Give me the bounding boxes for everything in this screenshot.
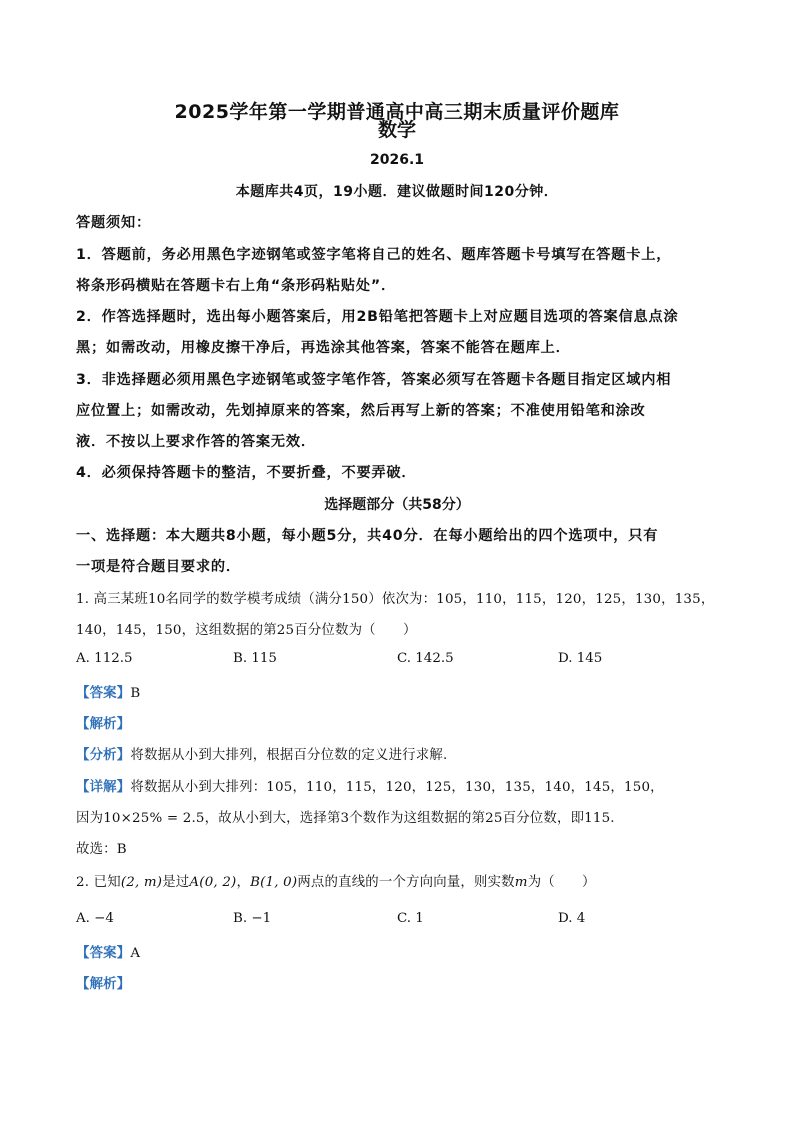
- q1-stem: 1. 高三某班10名同学的数学模考成绩（满分150）依次为：105，110，115，120，125，130，135，: [76, 592, 715, 607]
- q2-option-b: B. −1: [233, 911, 272, 926]
- note-line: 将条形码横贴在答题卡右上角“条形码粘贴处”．: [76, 278, 397, 294]
- q2-comma: ，: [236, 875, 251, 890]
- note-line: 4．必须保持答题卡的整洁，不要折叠，不要弄破．: [76, 465, 417, 481]
- exam-intro: 本题库共4页，19小题．建议做题时间120分钟．: [235, 184, 559, 200]
- q1-option-c: C. 142.5: [397, 651, 454, 666]
- q1-calc: [76, 807, 615, 826]
- subject-title: 数学: [377, 119, 416, 141]
- part-one-line: 一、选择题：本大题共8小题，每小题5分，共40分．在每小题给出的四个选项中，只有: [76, 528, 659, 544]
- q2-stem: [76, 871, 596, 890]
- note-line: 黑；如需改动，用橡皮擦干净后，再选涂其他答案，答案不能答在题库上．: [76, 340, 571, 356]
- q1-conclusion: 故选：B: [76, 842, 127, 857]
- q1-option-b: B. 115: [233, 651, 277, 666]
- q2-num: 2. 已知: [76, 875, 121, 890]
- q2-option-a: A. −4: [76, 911, 114, 926]
- xiangjie-tag: 【详解】: [76, 780, 131, 795]
- notice-heading: 答题须知：: [76, 215, 151, 231]
- answer-tag: 【答案】: [76, 946, 131, 961]
- page-title: 2025学年第一学期普通高中高三期末质量评价题库: [174, 101, 620, 123]
- fenxi-text: 将数据从小到大排列，根据百分位数的定义进行求解.: [130, 748, 448, 763]
- q1-answer: [76, 682, 140, 701]
- q2-option-d: D. 4: [558, 911, 586, 926]
- analysis-tag: 【解析】: [76, 977, 131, 992]
- xiangjie-text: 将数据从小到大排列：105，110，115，120，125，130，135，140，145，150，: [130, 780, 664, 795]
- calc-expression: 10×25% = 2.5: [103, 811, 205, 826]
- part-one-line: 一项是符合题目要求的．: [76, 559, 241, 575]
- exam-date: 2026.1: [369, 152, 425, 168]
- q2-variable: m: [514, 875, 528, 890]
- q2-point-a: A(0, 2): [189, 875, 237, 890]
- q1-stem: 140，145，150，这组数据的第25百分位数为（ ）: [76, 623, 417, 638]
- answer-value: B: [130, 686, 141, 701]
- analysis-tag: 【解析】: [76, 717, 131, 732]
- q2-mid2: 两点的直线的一个方向向量，则实数: [297, 875, 515, 890]
- q2-mid1: 是过: [162, 875, 190, 890]
- note-line: 1．答题前，务必用黑色字迹钢笔或签字笔将自己的姓名、题库答题卡号填写在答题卡上，: [76, 247, 672, 263]
- calc-prefix: 因为: [76, 811, 104, 826]
- q2-answer: [76, 942, 140, 961]
- section-title: 选择题部分（共58分）: [324, 497, 470, 513]
- answer-value: A: [130, 946, 141, 961]
- q1-fenxi: [76, 744, 447, 763]
- note-line: 应位置上；如需改动，先划掉原来的答案，然后再写上新的答案；不准使用铅笔和涂改: [76, 403, 646, 419]
- q1-option-a: A. 112.5: [76, 651, 133, 666]
- q1-xiangjie: [76, 776, 664, 795]
- note-line: 2．作答选择题时，选出每小题答案后，用2B铅笔把答题卡上对应题目选项的答案信息点涂: [76, 309, 679, 325]
- q1-option-d: D. 145: [558, 651, 603, 666]
- answer-tag: 【答案】: [76, 686, 131, 701]
- q2-tail: 为（ ）: [527, 875, 596, 890]
- q2-option-c: C. 1: [397, 911, 424, 926]
- q2-vector: (2, m): [120, 875, 163, 890]
- note-line: 液．不按以上要求作答的答案无效．: [76, 434, 316, 450]
- fenxi-tag: 【分析】: [76, 748, 131, 763]
- note-line: 3．非选择题必须用黑色字迹钢笔或签字笔作答，答案必须写在答题卡各题目指定区域内相: [76, 372, 672, 388]
- calc-suffix: ，故从小到大，选择第3个数作为这组数据的第25百分位数，即115.: [204, 811, 615, 826]
- q2-point-b: B(1, 0): [250, 875, 298, 890]
